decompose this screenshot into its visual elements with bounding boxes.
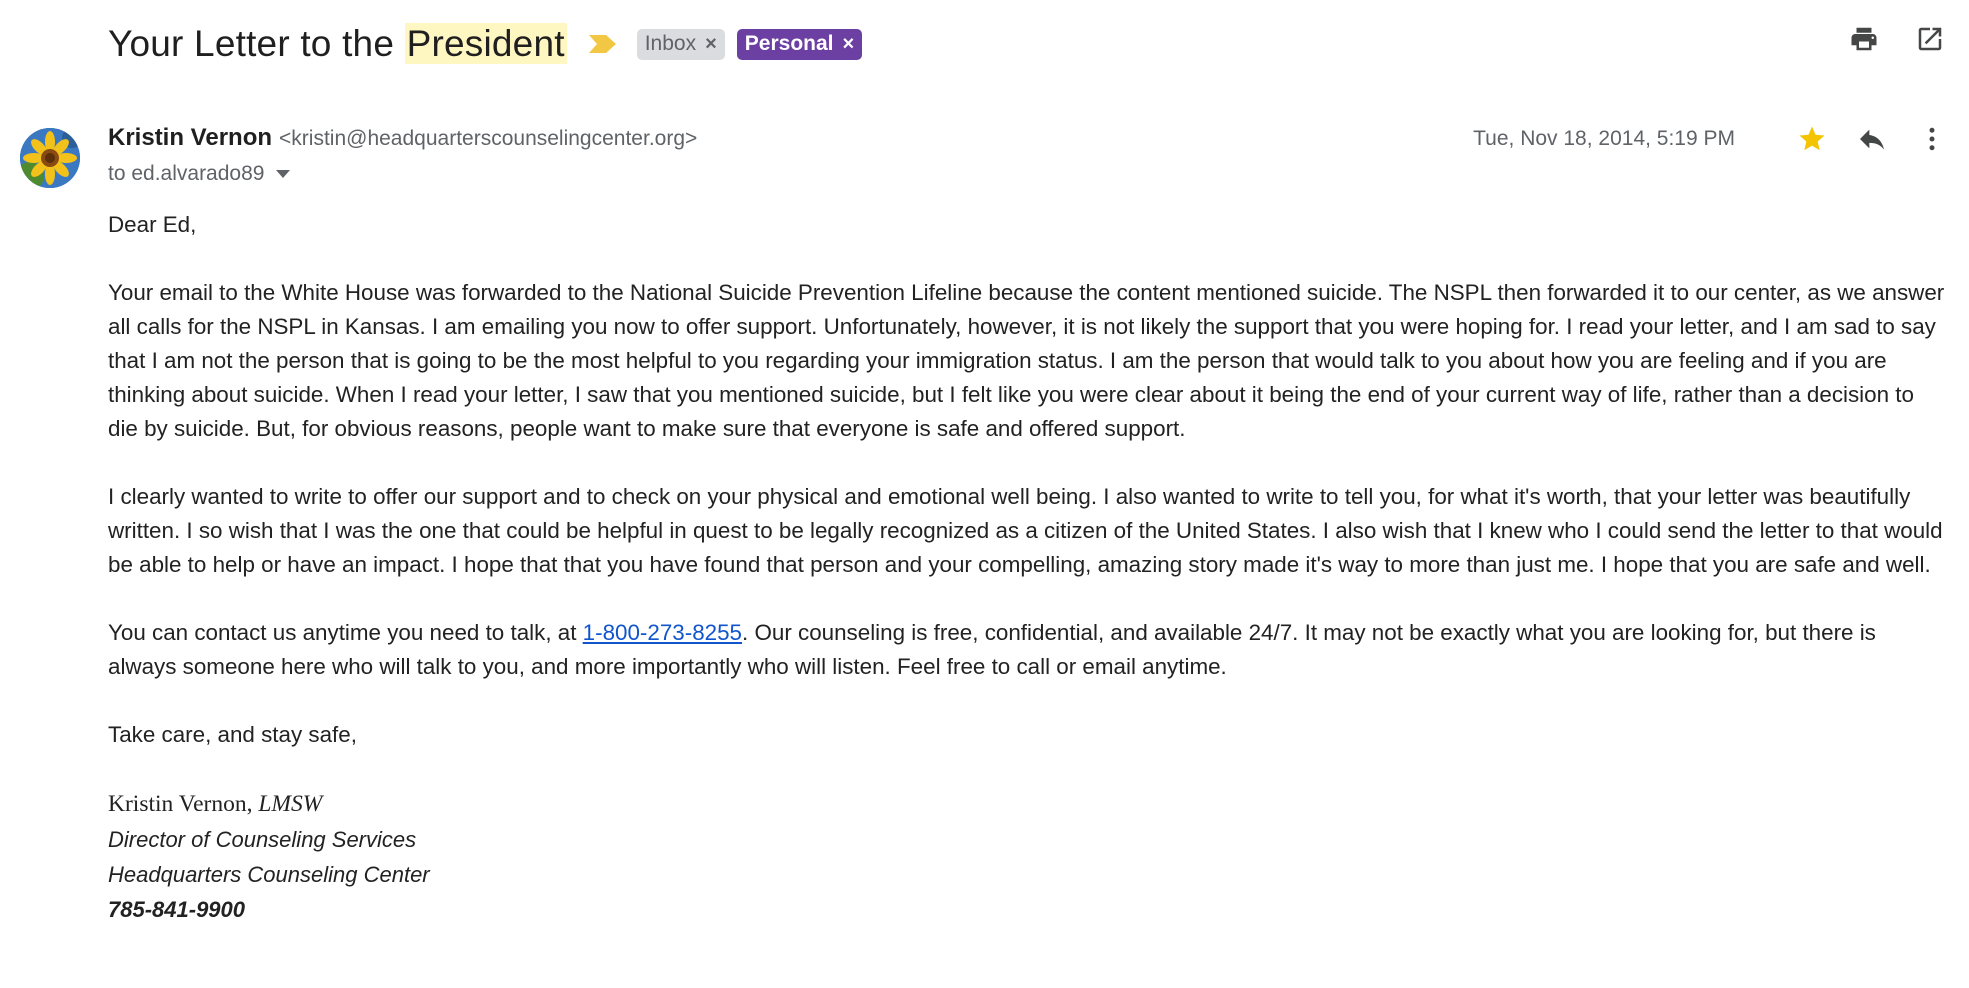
hotline-phone-link[interactable]: 1-800-273-8255 <box>582 620 743 645</box>
paragraph-3-rest: . Our counseling is free, confidential, and available 24/7. It may not be exactly what you are looking for, but there is always someone here who will talk to you, and more importantly who will listen. Feel free to call or email anytime. <box>108 620 1876 679</box>
thread-toolbar <box>1845 20 1949 58</box>
sender-avatar[interactable] <box>20 128 80 188</box>
signature-title: Director of Counseling Services <box>108 827 417 852</box>
email-subject <box>108 23 567 65</box>
body-paragraph-3 <box>108 616 1948 684</box>
signature <box>108 786 1948 927</box>
greeting: Dear Ed, <box>108 212 197 237</box>
label-inbox <box>637 29 725 60</box>
signature-credential: LMSW <box>258 791 323 817</box>
signature-name: Kristin Vernon, <box>108 791 259 817</box>
label-personal-text: Personal <box>744 32 834 55</box>
sender-name[interactable]: Kristin Vernon <box>108 124 273 151</box>
sender-line <box>108 124 697 152</box>
recipient-text: to ed.alvarado89 <box>108 162 265 185</box>
remove-label-inbox-icon[interactable]: × <box>705 32 717 55</box>
remove-label-personal-icon[interactable]: × <box>842 32 855 55</box>
paragraph-3-intro: You can contact us anytime you need to talk, at <box>108 620 583 645</box>
importance-marker-icon[interactable] <box>587 32 619 56</box>
recipient-line <box>108 162 290 186</box>
sender-email: <kristin@headquarterscounselingcenter.org> <box>279 127 698 150</box>
body-paragraph-2: I clearly wanted to write to offer our support and to check on your physical and emotional well being. I also wanted to write to tell you, for what it's worth, that your letter was beautifully written. I so wish that I was the one that could be helpful in quest to be legally recognized as a citizen of the United States. I also wish that I knew who I could send the letter to that would be able to help or have an impact. I hope that that you have found that person and your compelling, amazing story made it's way to more than just me. I hope that you are safe and well. <box>108 484 1943 577</box>
reply-icon[interactable] <box>1853 120 1891 158</box>
signature-organization: Headquarters Counseling Center <box>108 862 430 887</box>
star-icon[interactable] <box>1793 120 1831 158</box>
body-paragraph-1: Your email to the White House was forwarded to the National Suicide Prevention Lifeline because the content mentioned suicide. The NSPL then forwarded it to our center, as we answer all calls for the NSPL in Kansas. I am emailing you now to offer support. Unfortunately, however, it is not likely the support that you were hoping for. I read your letter, and I am sad to say that I am not the person that is going to be the most helpful to you regarding your immigration status. I am the person that would talk to you about how you are feeling and if you are thinking about suicide. When I read your letter, I saw that you mentioned suicide, but I felt like you were clear about it being the end of your current way of life, rather than a decision to die by suicide. But, for obvious reasons, people want to make sure that everyone is safe and offered support. <box>108 280 1945 441</box>
message-date: Tue, Nov 18, 2014, 5:19 PM <box>1473 127 1735 150</box>
message-meta <box>1473 120 1951 158</box>
label-personal <box>737 29 862 60</box>
signature-phone: 785-841-9900 <box>108 897 246 922</box>
message-body <box>108 208 1948 927</box>
subject-highlighted-term: President <box>406 23 565 64</box>
more-options-icon[interactable] <box>1913 120 1951 158</box>
show-details-chevron-down-icon[interactable] <box>276 170 290 178</box>
closing: Take care, and stay safe, <box>108 722 357 747</box>
subject-text: Your Letter to the <box>108 23 405 64</box>
subject-row <box>108 14 862 74</box>
print-icon[interactable] <box>1845 20 1883 58</box>
open-in-new-window-icon[interactable] <box>1911 20 1949 58</box>
signature-name-line <box>108 786 1948 822</box>
label-inbox-text: Inbox <box>644 32 697 55</box>
